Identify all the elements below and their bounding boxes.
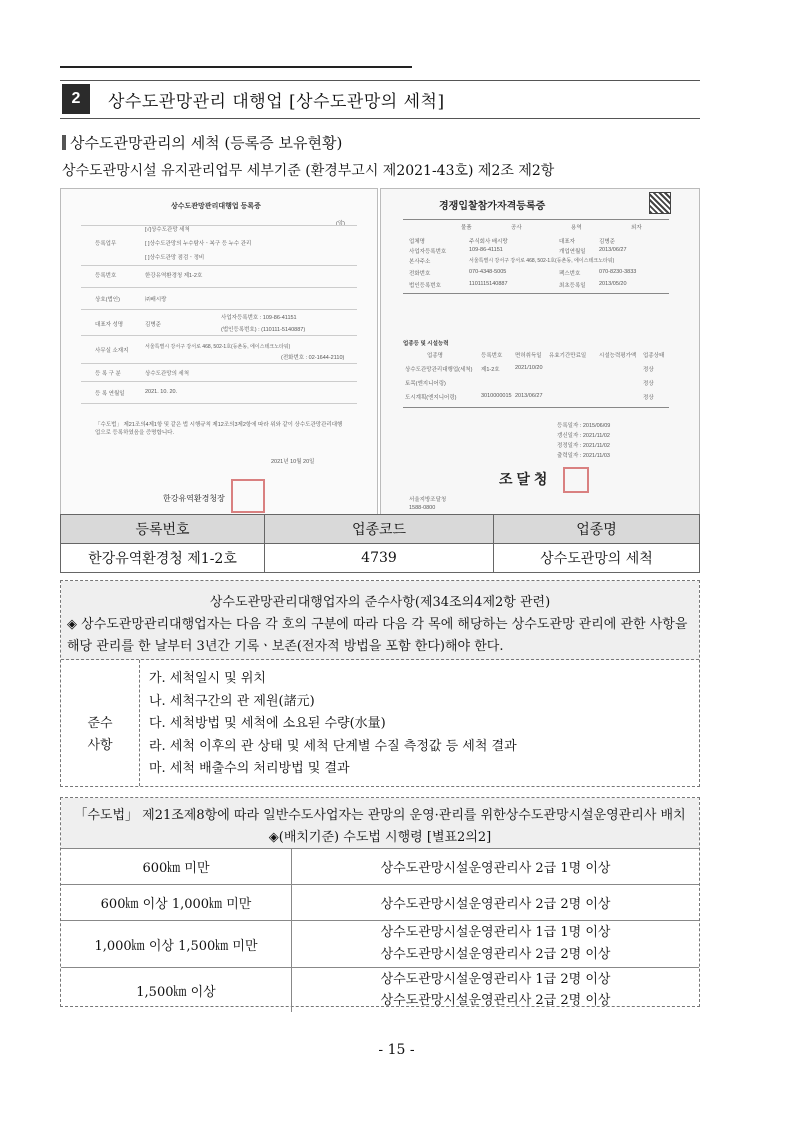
range-cell: 600㎞ 미만 <box>61 849 292 885</box>
label-ceo: 대표자 성명 <box>95 322 124 328</box>
range-cell: 600㎞ 이상 1,000㎞ 미만 <box>61 885 292 921</box>
business-item: [ ]상수도관망의 누수탐사ㆍ복구 등 누수 관리 <box>145 241 252 247</box>
bid-table-cell: 토목(엔지니어링) <box>405 381 446 387</box>
bid-date: 등록일자 : 2015/06/09 <box>557 423 611 429</box>
cert-corp-no: (법인등록번호) : (110111-5140887) <box>221 327 306 333</box>
bid-row-value: 2013/06/27 <box>599 247 627 253</box>
bid-row-value: 070-8230-3833 <box>599 269 637 275</box>
bid-table-cell: 3010000015 <box>481 393 512 399</box>
compliance-item: 다. 세척방법 및 세척에 소요된 수량(水量) <box>149 716 386 731</box>
official-seal-icon <box>231 479 265 513</box>
staffing-header <box>61 798 699 848</box>
bid-table-cell: 상수도관망관리대행업(세척) <box>405 367 473 373</box>
bid-row-value: 1101115140887 <box>469 281 508 287</box>
label-business: 등록업무 <box>95 241 117 247</box>
bid-table-header: 업종명 <box>427 353 443 359</box>
requirement-cell <box>292 968 700 1013</box>
cert-page-no: (앞) <box>336 221 345 227</box>
procurement-seal-icon <box>563 467 589 493</box>
requirement-line: 상수도관망시설운영관리사 1급 2명 이상 <box>380 972 611 987</box>
compliance-title: 상수도관망관리대행업자의 준수사항(제34조의4제2항 관련) <box>209 595 551 610</box>
range-cell: 1,000㎞ 이상 1,500㎞ 미만 <box>61 921 292 968</box>
bid-row-label: 법인등록번호 <box>409 283 441 289</box>
bid-table-cell: 제1-2호 <box>481 367 500 373</box>
cert-category: 상수도관망의 세척 <box>145 371 190 377</box>
requirement-cell <box>292 849 700 885</box>
business-item: [√]상수도관망 세척 <box>145 227 190 233</box>
cert-biz-no: 사업자등록번호 : 109-86-41151 <box>221 315 297 321</box>
section-title: 상수도관망관리 대행업 [상수도관망의 세척] <box>108 92 445 112</box>
cert-address: 서울특별시 강서구 강서로 468, 502-1호(등촌동, 에이스테크노타워) <box>145 344 291 350</box>
bid-table-cell: 정상 <box>643 395 654 401</box>
standard-reference: 상수도관망시설 유지관리업무 세부기준 (환경부고시 제2021-43호) 제2조 제2항 <box>62 163 555 179</box>
bid-table-cell: 도시계획(엔지니어링) <box>405 395 457 401</box>
bid-table-cell: 정상 <box>643 367 654 373</box>
bid-row-value: 김병준 <box>599 239 615 245</box>
registration-data-row <box>61 544 700 573</box>
cert-ceo: 김병준 <box>145 322 161 328</box>
bid-row-value: 2013/05/20 <box>599 281 627 287</box>
bid-table-header: 유효기간만료일 <box>549 353 587 359</box>
bid-table-cell: 2021/10/20 <box>515 365 543 371</box>
requirement-line: 상수도관망시설운영관리사 2급 2명 이상 <box>380 947 611 962</box>
requirement-line: 상수도관망시설운영관리사 1급 1명 이상 <box>380 925 611 940</box>
check-construction: 공사 <box>511 225 522 231</box>
bid-issuer: 조 달 청 <box>499 471 548 487</box>
bid-phone: 1588-0800 <box>409 505 436 511</box>
bid-date: 정정일자 : 2021/11/02 <box>557 443 610 449</box>
bid-table-title: 업종등 및 시설능력 <box>403 341 449 347</box>
bid-row-value: 070-4348-5005 <box>469 269 507 275</box>
bid-row-label: 팩스번호 <box>559 271 581 277</box>
label-reg-no: 등록번호 <box>95 273 117 279</box>
registration-certificate-image <box>60 188 378 517</box>
bid-date: 출력일자 : 2021/11/03 <box>557 453 610 459</box>
reg-no-cell: 한강유역환경청 제1-2호 <box>61 544 265 573</box>
bid-table-header: 시설능력평가액 <box>599 353 637 359</box>
range-cell: 1,500㎞ 이상 <box>61 968 292 1013</box>
label-date: 등 록 연월일 <box>95 391 125 397</box>
bid-row-label: 최초등록일 <box>559 283 586 289</box>
staffing-row <box>61 921 699 968</box>
compliance-desc-1: ◈ 상수도관망관리대행업자는 다음 각 호의 구분에 따라 다음 각 목에 해당하는 상수도관망 관리에 관한 사항을 <box>67 617 688 632</box>
requirement-line: 상수도관망시설운영관리사 2급 1명 이상 <box>380 861 611 876</box>
check-foreign: 외자 <box>631 225 642 231</box>
compliance-label-1: 준수 <box>87 716 113 731</box>
bid-row-label: 업체명 <box>409 239 425 245</box>
header-business-name: 업종명 <box>494 515 700 544</box>
label-company: 상호(법인) <box>95 297 120 303</box>
bid-table-header: 업종상태 <box>643 353 665 359</box>
bid-table-cell: 정상 <box>643 381 654 387</box>
cert-sign-date: 2021년 10월 20일 <box>271 459 315 465</box>
bid-issuer-org: 서울지방조달청 <box>409 497 447 503</box>
bid-row-value: 서울특별시 강서구 강서로 468, 502-1호(등촌동, 에이스테크노타워) <box>469 258 615 264</box>
bid-row-label: 사업자등록번호 <box>409 249 447 255</box>
staffing-row <box>61 849 699 885</box>
compliance-header <box>61 581 699 660</box>
check-service: 용역 <box>571 225 582 231</box>
compliance-box <box>60 580 700 787</box>
staffing-table <box>61 848 699 1012</box>
requirement-line: 상수도관망시설운영관리사 2급 2명 이상 <box>380 897 611 912</box>
compliance-item: 마. 세척 배출수의 처리방법 및 결과 <box>149 761 350 776</box>
bid-row-value: 주식회사 배시랑 <box>469 239 508 245</box>
section-number: 2 <box>62 84 90 114</box>
requirement-cell <box>292 921 700 968</box>
bid-row-label: 대표자 <box>559 239 575 245</box>
label-category: 등 록 구 분 <box>95 371 121 377</box>
bid-row-label: 전화번호 <box>409 271 431 277</box>
bidding-certificate-image <box>380 188 700 517</box>
compliance-item: 나. 세척구간의 관 제원(諸元) <box>149 693 315 709</box>
section-header <box>60 80 700 119</box>
cert-title: 상수도관망관리대행업 등록증 <box>171 203 261 210</box>
business-item: [ ]상수도관망 점검ㆍ정비 <box>145 255 205 261</box>
registration-header-row <box>61 515 700 544</box>
staffing-title-1: 「수도법」 제21조제8항에 따라 일반수도사업자는 관망의 운영·관리를 위한상수도관망시설운영관리사 배치 <box>74 808 686 823</box>
compliance-desc-2: 해당 관리를 한 날부터 3년간 기록ㆍ보존(전자적 방법을 포함 한다)해야 한다. <box>67 639 504 654</box>
compliance-item: 가. 세척일시 및 위치 <box>149 671 266 686</box>
subsection-title <box>62 132 342 153</box>
cert-reg-no: 한강유역환경청 제1-2호 <box>145 273 203 279</box>
compliance-item: 라. 세척 이후의 관 상태 및 세척 단계별 수질 측정값 등 세척 결과 <box>149 738 517 754</box>
cert-date: 2021. 10. 20. <box>145 389 178 395</box>
requirement-cell <box>292 885 700 921</box>
header-code: 업종코드 <box>265 515 494 544</box>
check-goods: 물품 <box>461 225 472 231</box>
top-rule <box>60 66 412 68</box>
staffing-box <box>60 797 700 1007</box>
page-number: - 15 - <box>378 1042 415 1058</box>
bid-date: 갱신일자 : 2021/11/02 <box>557 433 610 439</box>
header-reg-no: 등록번호 <box>61 515 265 544</box>
cert-tel: (전화번호 : 02-1644-2110) <box>281 355 345 361</box>
bid-row-label: 본사주소 <box>409 259 431 265</box>
bid-table-cell: 2013/06/27 <box>515 393 543 399</box>
compliance-items <box>149 668 517 781</box>
staffing-title-2: ◈(배치기준) 수도법 시행령 [별표2의2] <box>268 830 492 845</box>
subsection-title-text: 상수도관망관리의 세척 (등록증 보유현황) <box>70 134 343 152</box>
staffing-row <box>61 885 699 921</box>
bid-table-header: 면허취득일 <box>515 353 542 359</box>
bid-row-value: 109-86-41151 <box>469 247 503 253</box>
bid-cert-title: 경쟁입찰참가자격등록증 <box>439 201 546 212</box>
staffing-row <box>61 968 699 1013</box>
qr-code-icon <box>649 192 671 214</box>
compliance-label-cell <box>61 660 140 786</box>
code-cell: 4739 <box>265 544 494 573</box>
registration-table <box>60 514 700 573</box>
requirement-line: 상수도관망시설운영관리사 2급 2명 이상 <box>380 993 611 1008</box>
business-name-cell: 상수도관망의 세척 <box>494 544 700 573</box>
bid-row-label: 개업연월일 <box>559 249 586 255</box>
label-address: 사무실 소재지 <box>95 348 129 354</box>
bid-table-header: 등록번호 <box>481 353 503 359</box>
bullet-bar <box>62 135 66 150</box>
cert-issuer: 한강유역환경청장 <box>163 494 225 503</box>
cert-note: 「수도법」 제21조의4제1항 및 같은 법 시행규칙 제12조의3제2항에 따라 위와 같이 상수도관망관리대행업으로 등록하였음을 증명합니다. <box>95 422 343 436</box>
cert-company: ㈜배시랑 <box>145 297 167 303</box>
compliance-label-2: 사항 <box>87 738 113 753</box>
